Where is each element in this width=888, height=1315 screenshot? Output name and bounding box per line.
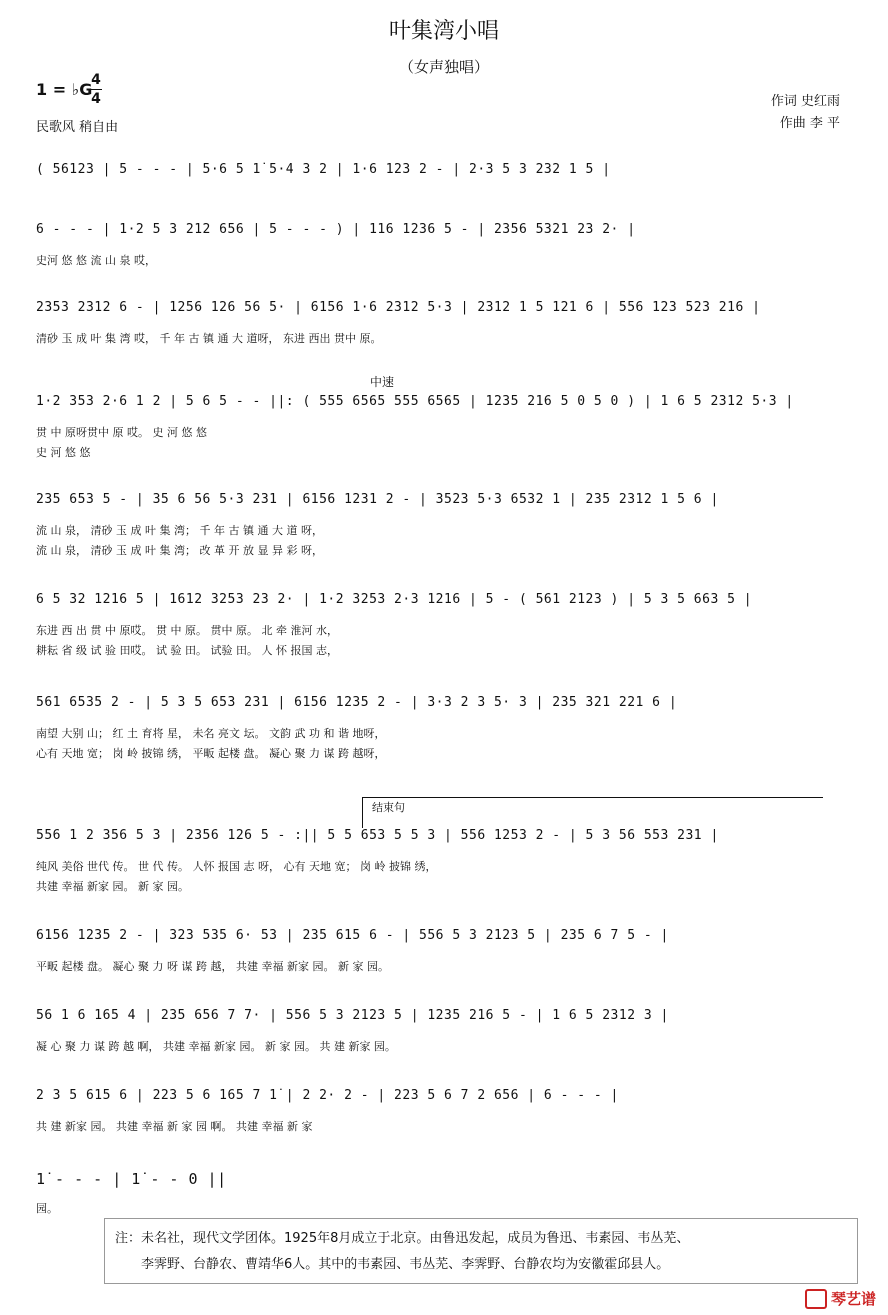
notation-line: 561 6535 2 - | 5 3 5 653 231 | 6156 1235 2 - | 3·3 2 3 5· 3 | 235 321 221 6 | bbox=[36, 695, 678, 710]
notation-line: 6 5 32 1216 5 | 1612 3253 23 2· | 1·2 3253 2·3 1216 | 5 - ( 561 2123 ) | 5 3 5 663 5 | bbox=[36, 592, 753, 607]
lyric-line: 东进 西 出 贯 中 原哎。 贯 中 原。 贯中 原。 北 牵 淮河 水， bbox=[36, 624, 338, 637]
composer-credit: 作曲 李 平 bbox=[779, 116, 840, 131]
notation-line: 2 3 5 615 6 | 223 5 6 165 7 1̇ | 2 2· 2 - | 223 5 6 7 2 656 | 6 - - - | bbox=[36, 1088, 619, 1103]
lyric-line: 流 山 泉， 清砂 玉 成 叶 集 湾； 改 革 开 放 显 异 彩 呀， bbox=[36, 544, 323, 557]
style-marking: 民歌风 稍自由 bbox=[36, 120, 119, 135]
footnote-line-1: 注：未名社，现代文学团体。1925年8月成立于北京。由鲁迅发起，成员为鲁迅、韦素园、韦丛芜、 bbox=[115, 1231, 690, 1246]
time-signature bbox=[90, 72, 102, 107]
song-subtitle: （女声独唱） bbox=[398, 58, 489, 76]
notation-line: 56 1 6 165 4 | 235 656 7 7· | 556 5 3 2123 5 | 1235 216 5 - | 1 6 5 2312 3 | bbox=[36, 1008, 669, 1023]
tempo-mark: 中速 bbox=[370, 375, 395, 389]
lyric-line: 凝 心 聚 力 谋 跨 越 啊， 共建 幸福 新家 园。 新 家 园。 共 建 新家 园。 bbox=[36, 1040, 396, 1053]
logo-icon bbox=[805, 1289, 827, 1309]
lyric-line: 史 河 悠 悠 bbox=[36, 446, 91, 459]
footnote-line-2: 李霁野、台静农、曹靖华6人。其中的韦素园、韦丛芜、李霁野、台静农均为安徽霍邱县人。 bbox=[141, 1257, 670, 1272]
notation-line: 1̇ - - - | 1̇ - - 0 || bbox=[36, 1170, 227, 1188]
lyric-line: 清砂 玉 成 叶 集 湾 哎， 千 年 古 镇 通 大 道呀， 东进 西出 贯中 原。 bbox=[36, 332, 382, 345]
notation-line: 2353 2312 6 - | 1256 126 56 5· | 6156 1·6 2312 5·3 | 2312 1 5 121 6 | 556 123 523 216 | bbox=[36, 300, 761, 315]
song-title: 叶集湾小唱 bbox=[388, 19, 499, 44]
lyricist-credit: 作词 史红雨 bbox=[770, 94, 840, 109]
ending-bracket bbox=[362, 797, 823, 828]
lyric-line: 共 建 新家 园。 共建 幸福 新 家 园 啊。 共建 幸福 新 家 bbox=[36, 1120, 313, 1133]
lyric-line: 纯风 美俗 世代 传。 世 代 传。 人怀 报国 志 呀， 心有 天地 宽； 岗 岭 披锦 绣， bbox=[36, 860, 437, 873]
lyric-line: 园。 bbox=[36, 1202, 58, 1215]
meter-divider bbox=[90, 89, 102, 90]
footnote-box bbox=[104, 1218, 858, 1284]
meter-bottom: 4 bbox=[91, 91, 101, 107]
lyric-line: 心有 天地 宽； 岗 岭 披锦 绣， 平畈 起楼 盘。 凝心 聚 力 谋 跨 越呀， bbox=[36, 747, 386, 760]
notation-line: 1·2 353 2·6 1 2 | 5 6 5 - - ||: ( 555 6565 555 6565 | 1235 216 5 0 5 0 ) | 1 6 5 2312 5·3 | bbox=[36, 394, 794, 409]
notation-line: 6156 1235 2 - | 323 535 6· 53 | 235 615 6 - | 556 5 3 2123 5 | 235 6 7 5 - | bbox=[36, 928, 669, 943]
notation-line: ( 56123 | 5 - - - | 5·6 5 1̇ 5·4 3 2 | 1·6 123 2 - | 2·3 5 3 232 1 5 | bbox=[36, 162, 611, 177]
ending-label: 结束句 bbox=[372, 801, 405, 814]
meter-top: 4 bbox=[91, 72, 101, 88]
lyric-line: 贯 中 原呀贯中 原 哎。 史 河 悠 悠 bbox=[36, 426, 207, 439]
lyric-line: 耕耘 省 级 试 验 田哎。 试 验 田。 试验 田。 人 怀 报国 志， bbox=[36, 644, 338, 657]
notation-line: 235 653 5 - | 35 6 56 5·3 231 | 6156 1231 2 - | 3523 5·3 6532 1 | 235 2312 1 5 6 | bbox=[36, 492, 719, 507]
lyric-line: 流 山 泉， 清砂 玉 成 叶 集 湾； 千 年 古 镇 通 大 道 呀， bbox=[36, 524, 323, 537]
lyric-line: 南望 大别 山； 红 土 育将 星， 未名 亮文 坛。 文韵 武 功 和 谐 地呀， bbox=[36, 727, 386, 740]
lyric-line: 共建 幸福 新家 园。 新 家 园。 bbox=[36, 880, 189, 893]
lyric-line: 平畈 起楼 盘。 凝心 聚 力 呀 谋 跨 越， 共建 幸福 新家 园。 新 家 园。 bbox=[36, 960, 389, 973]
lyric-line: 史河 悠 悠 流 山 泉 哎， bbox=[36, 254, 156, 267]
notation-line: 556 1 2 356 5 3 | 2356 126 5 - :|| 5 5 653 5 5 3 | 556 1253 2 - | 5 3 56 553 231 | bbox=[36, 828, 719, 843]
key-signature: 1 = ♭G bbox=[36, 80, 93, 99]
notation-line: 6 - - - | 1·2 5 3 212 656 | 5 - - - ) | 116 1236 5 - | 2356 5321 23 2· | bbox=[36, 222, 636, 237]
watermark-text: 琴艺谱 bbox=[830, 1289, 876, 1308]
watermark-logo bbox=[805, 1288, 876, 1310]
